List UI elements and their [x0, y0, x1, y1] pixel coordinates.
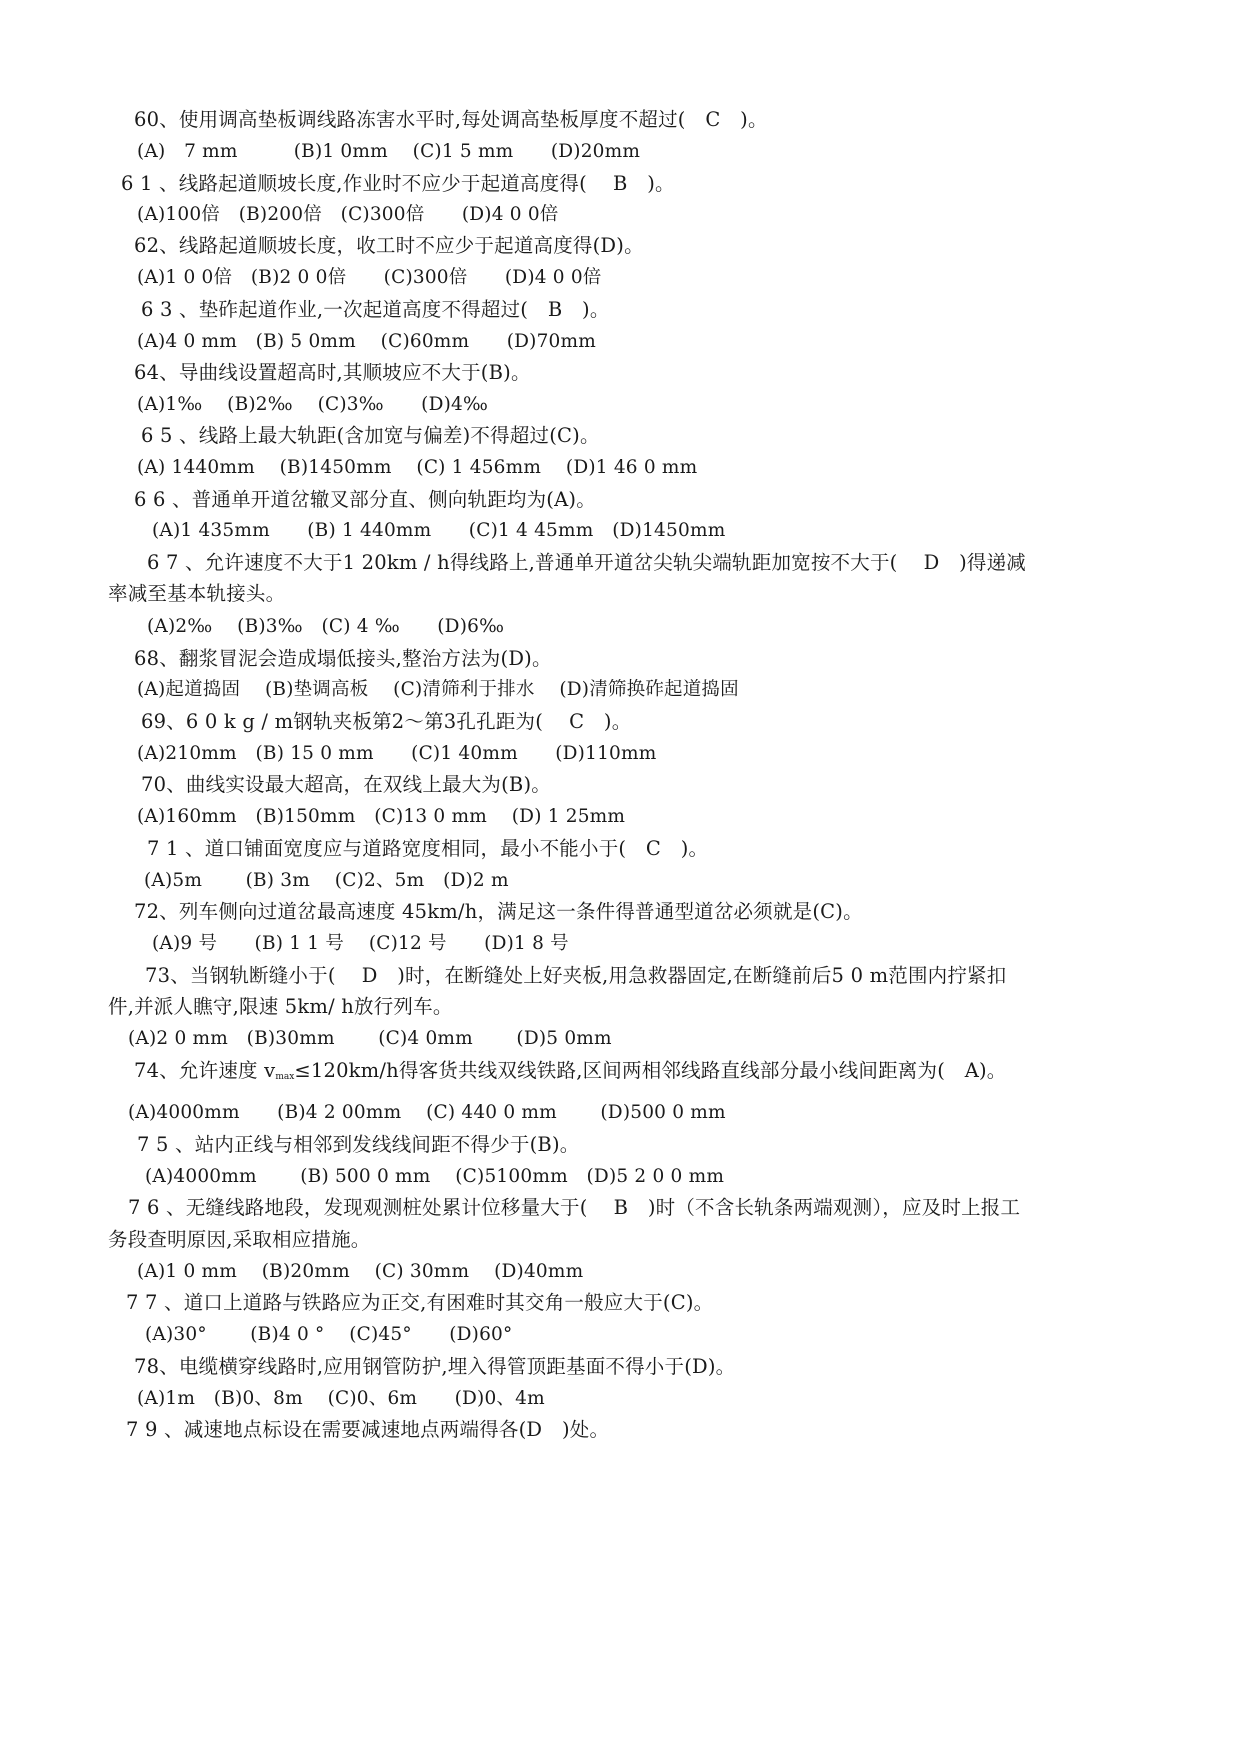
question-77: 7 7 、道口上道路与铁路应为正交,有困难时其交角一般应大于(C)。	[126, 1291, 714, 1314]
question-70: 70、曲线实设最大超高，在双线上最大为(B)。	[141, 773, 551, 796]
question-72-options: (A)9 号 (B) 1 1 号 (C)12 号 (D)1 8 号	[152, 933, 569, 954]
question-74	[134, 1059, 1007, 1089]
question-71: 7 1 、道口铺面宽度应与道路宽度相同，最小不能小于( C )。	[147, 837, 709, 860]
question-66: 6 6 、普通单开道岔辙叉部分直、侧向轨距均为(A)。	[134, 488, 596, 511]
question-78-options: (A)1m (B)0、8m (C)0、6m (D)0、4m	[137, 1388, 545, 1409]
question-74-subscript: max	[275, 1072, 295, 1082]
question-76-options: (A)1 0 mm (B)20mm (C) 30mm (D)40mm	[137, 1261, 584, 1282]
question-61-options: (A)100倍 (B)200倍 (C)300倍 (D)4 0 0倍	[137, 204, 559, 225]
question-61: 6 1 、线路起道顺坡长度,作业时不应少于起道高度得( B )。	[121, 172, 675, 195]
question-73-continued: 件,并派人瞧守,限速 5km/ h放行列车。	[108, 995, 453, 1018]
question-67-options: (A)2‰ (B)3‰ (C) 4 ‰ (D)6‰	[147, 616, 505, 637]
question-65-options: (A) 1440mm (B)1450mm (C) 1 456mm (D)1 46 0 mm	[137, 457, 698, 478]
question-64: 64、导曲线设置超高时,其顺坡应不大于(B)。	[134, 361, 531, 384]
question-73: 73、当钢轨断缝小于( D )时，在断缝处上好夹板,用急救器固定,在断缝前后5 0 m范围内拧紧扣	[145, 964, 1007, 987]
question-65: 6 5 、线路上最大轨距(含加宽与偏差)不得超过(C)。	[141, 424, 600, 447]
question-67-continued: 率减至基本轨接头。	[108, 582, 286, 605]
question-76: 7 6 、无缝线路地段，发现观测桩处累计位移量大于( B )时（不含长轨条两端观测），应及时上报工	[128, 1196, 1021, 1219]
question-73-options: (A)2 0 mm (B)30mm (C)4 0mm (D)5 0mm	[128, 1028, 612, 1049]
question-68: 68、翻浆冒泥会造成塌低接头,整治方法为(D)。	[134, 647, 552, 670]
question-79: 7 9 、减速地点标设在需要减速地点两端得各(D )处。	[126, 1418, 610, 1441]
question-72: 72、列车侧向过道岔最高速度 45km/h，满足这一条件得普通型道岔必须就是(C)。	[134, 900, 863, 923]
question-62-options: (A)1 0 0倍 (B)2 0 0倍 (C)300倍 (D)4 0 0倍	[137, 267, 602, 288]
question-69-options: (A)210mm (B) 15 0 mm (C)1 40mm (D)110mm	[137, 743, 657, 764]
question-68-options: (A)起道捣固 (B)垫调高板 (C)清筛利于排水 (D)清筛换砟起道捣固	[137, 679, 739, 700]
question-74-text-start: 74、允许速度 v	[134, 1059, 276, 1082]
question-67: 6 7 、允许速度不大于1 20km / h得线路上,普通单开道岔尖轨尖端轨距加宽按不大于( D )得递减	[147, 551, 1027, 574]
question-69: 69、6 0 k g / m钢轨夹板第2～第3孔孔距为( C )。	[141, 710, 632, 733]
question-64-options: (A)1‰ (B)2‰ (C)3‰ (D)4‰	[137, 394, 489, 415]
question-63: 6 3 、垫砟起道作业,一次起道高度不得超过( B )。	[141, 298, 610, 321]
question-74-options: (A)4000mm (B)4 2 00mm (C) 440 0 mm (D)500 0 mm	[128, 1102, 726, 1123]
question-77-options: (A)30° (B)4 0 ° (C)45° (D)60°	[145, 1324, 513, 1345]
question-63-options: (A)4 0 mm (B) 5 0mm (C)60mm (D)70mm	[137, 331, 596, 352]
question-71-options: (A)5m (B) 3m (C)2、5m (D)2 m	[144, 870, 509, 891]
question-60-options: (A) 7 mm (B)1 0mm (C)1 5 mm (D)20mm	[137, 141, 641, 162]
question-70-options: (A)160mm (B)150mm (C)13 0 mm (D) 1 25mm	[137, 806, 626, 827]
question-78: 78、电缆横穿线路时,应用钢管防护,埋入得管顶距基面不得小于(D)。	[134, 1355, 736, 1378]
question-75-options: (A)4000mm (B) 500 0 mm (C)5100mm (D)5 2 0 0 mm	[145, 1166, 725, 1187]
question-62: 62、线路起道顺坡长度，收工时不应少于起道高度得(D)。	[134, 234, 644, 257]
question-75: 7 5 、站内正线与相邻到发线线间距不得少于(B)。	[137, 1133, 580, 1156]
question-74-text-end: ≤120km/h得客货共线双线铁路,区间两相邻线路直线部分最小线间距离为( A)。	[294, 1059, 1007, 1082]
question-76-continued: 务段查明原因,采取相应措施。	[108, 1228, 371, 1251]
question-66-options: (A)1 435mm (B) 1 440mm (C)1 4 45mm (D)1450mm	[152, 520, 726, 541]
question-60: 60、使用调高垫板调线路冻害水平时,每处调高垫板厚度不超过( C )。	[134, 108, 768, 131]
